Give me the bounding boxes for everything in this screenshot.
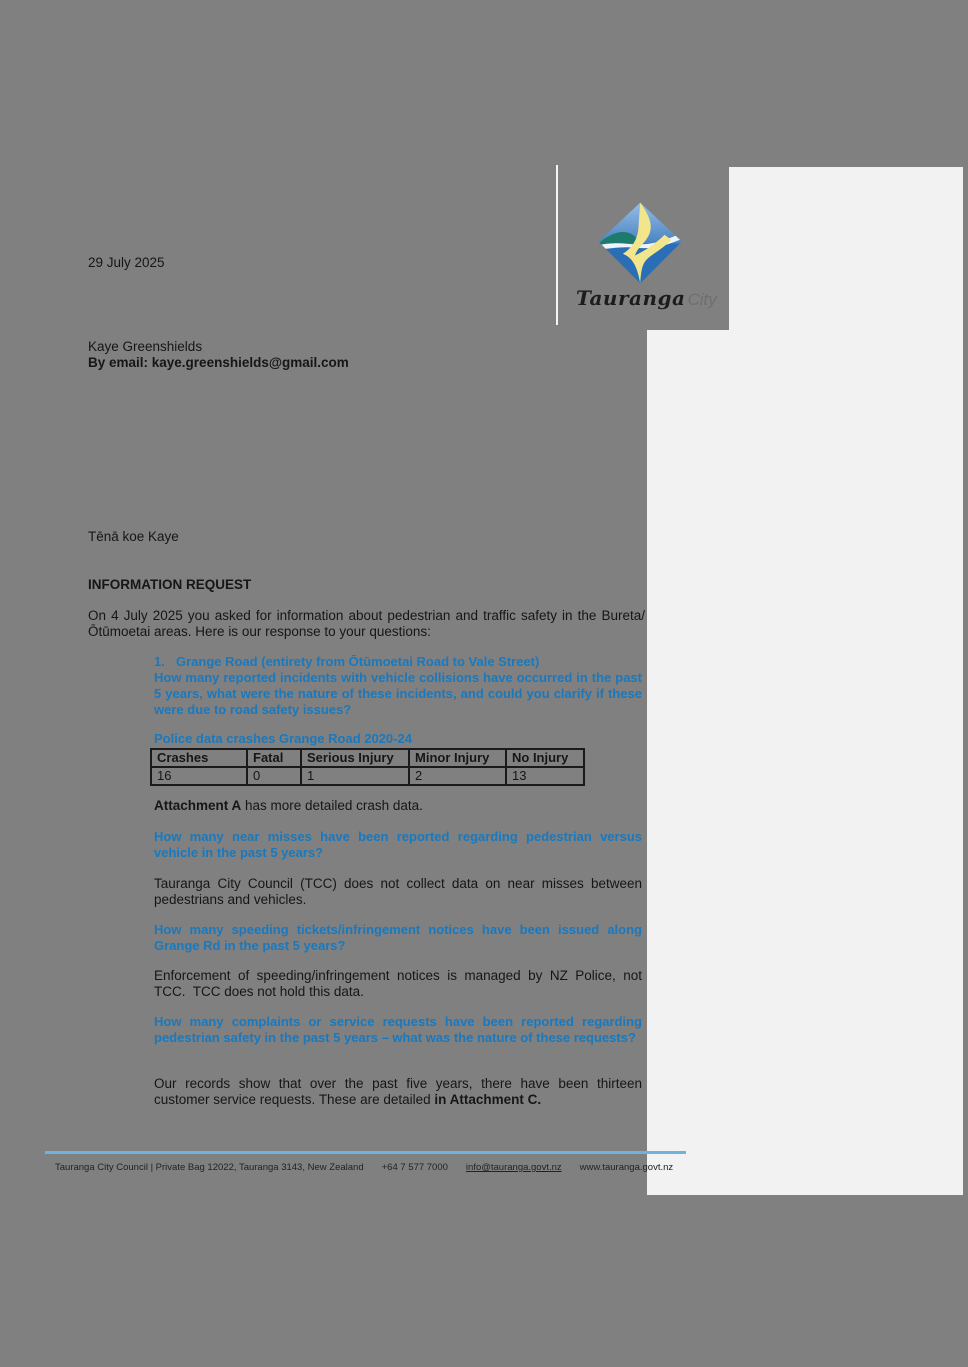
- footer-email-link[interactable]: info@tauranga.govt.nz: [465, 1162, 562, 1173]
- logo-brand-text: Tauranga: [576, 286, 686, 310]
- table-value-minor-injury: 2: [409, 767, 506, 785]
- letter-date: 29 July 2025: [88, 255, 165, 270]
- question-1-number: 1.: [154, 654, 165, 669]
- question-1-title-line: [154, 654, 642, 670]
- table-title: Police data crashes Grange Road 2020-24: [154, 731, 412, 746]
- question-1-title: Grange Road (entirety from Ōtūmoetai Road to Vale Street): [176, 654, 540, 669]
- recipient-name: Kaye Greenshields: [88, 339, 203, 354]
- table-value-crashes: 16: [151, 767, 247, 785]
- question-1-body: How many reported incidents with vehicle collisions have occurred in the past 5 years, what were the nature of these incidents, and could you clarify if these were due to road safety issues?: [154, 670, 642, 717]
- recipient-email-line: By email: kaye.greenshields@gmail.com: [88, 355, 349, 370]
- table-value-fatal: 0: [247, 767, 301, 785]
- answer-4-attachment-ref: in Attachment C.: [434, 1092, 542, 1107]
- letterhead-divider: [556, 165, 558, 325]
- question-4: How many complaints or service requests have been reported regarding pedestrian safety in the past 5 years – what was the nature of these requests?: [154, 1014, 642, 1045]
- footer-website: www.tauranga.govt.nz: [579, 1162, 674, 1173]
- answer-3: Enforcement of speeding/infringement notices is managed by NZ Police, not TCC. TCC does not hold this data.: [154, 968, 642, 999]
- question-1: [154, 654, 642, 718]
- paper-region-top-right: [729, 167, 963, 330]
- question-3: How many speeding tickets/infringement notices have been issued along Grange Rd in the past 5 years?: [154, 922, 642, 953]
- footer-address: Tauranga City Council | Private Bag 12022, Tauranga 3143, New Zealand: [55, 1162, 364, 1173]
- footer-phone: +64 7 577 7000: [381, 1162, 448, 1173]
- table-header-minor-injury: Minor Injury: [409, 749, 506, 767]
- answer-2: Tauranga City Council (TCC) does not collect data on near misses between pedestrians and vehicles.: [154, 876, 642, 907]
- footer: [55, 1162, 673, 1173]
- attachment-a-note: [154, 798, 423, 814]
- table-header-fatal: Fatal: [247, 749, 301, 767]
- table-header-no-injury: No Injury: [506, 749, 584, 767]
- attachment-a-label: Attachment A: [154, 798, 242, 813]
- tauranga-city-logo: [574, 200, 717, 315]
- table-value-no-injury: 13: [506, 767, 584, 785]
- answer-4: [154, 1076, 642, 1108]
- answer-4-text: Our records show that over the past five years, there have been thirteen customer service requests. These are detailed: [154, 1076, 642, 1107]
- question-2: How many near misses have been reported regarding pedestrian versus vehicle in the past 5 years?: [154, 829, 642, 860]
- footer-rule: [45, 1151, 686, 1154]
- attachment-a-rest: has more detailed crash data.: [241, 798, 423, 813]
- crash-data-table: [150, 748, 585, 786]
- letter-heading: INFORMATION REQUEST: [88, 577, 252, 592]
- paper-region-main: [647, 330, 963, 1195]
- table-value-serious-injury: 1: [301, 767, 409, 785]
- greeting: Tēnā koe Kaye: [88, 529, 179, 544]
- table-header-row: [151, 749, 584, 767]
- table-header-serious-injury: Serious Injury: [301, 749, 409, 767]
- intro-paragraph: On 4 July 2025 you asked for information about pedestrian and traffic safety in the Bureta/Ōtūmoetai areas. Here is our response to your questions:: [88, 608, 645, 639]
- table-header-crashes: Crashes: [151, 749, 247, 767]
- logo-diamond-icon: [574, 200, 696, 292]
- logo-wordmark: [576, 286, 717, 310]
- table-value-row: [151, 767, 584, 785]
- logo-suffix-text: City: [687, 290, 717, 309]
